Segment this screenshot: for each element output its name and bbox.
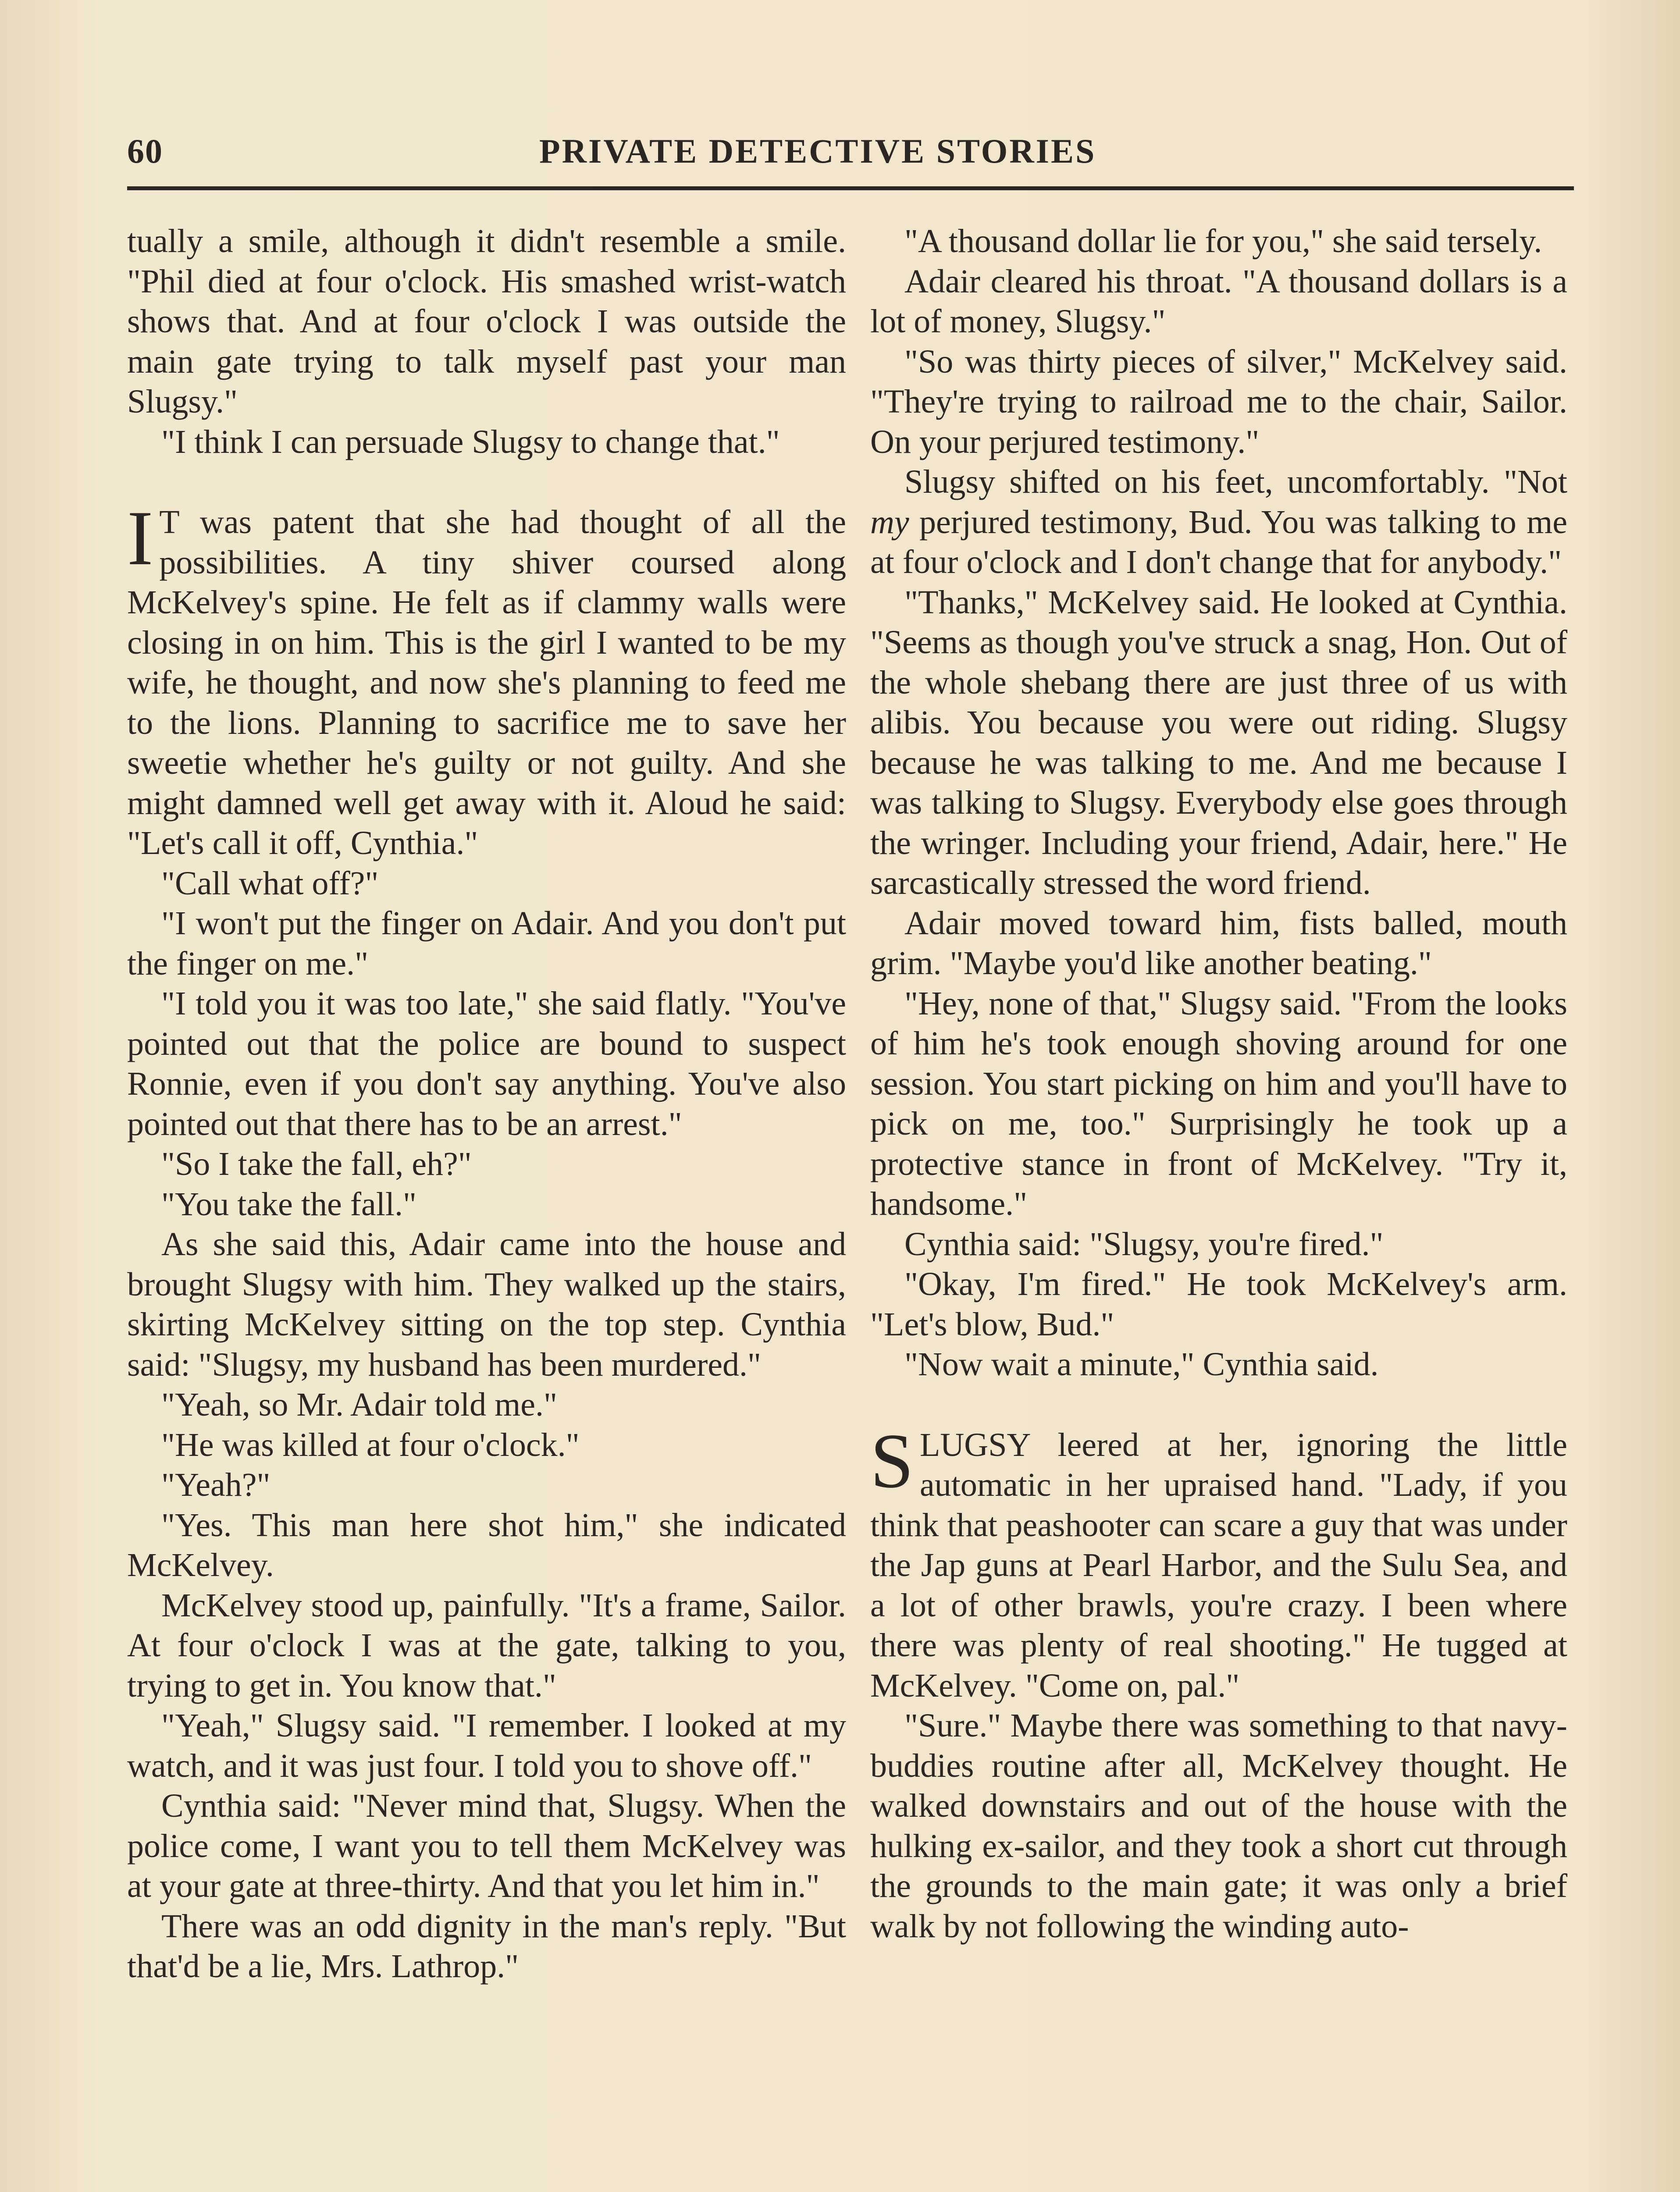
- emphasis-text: my: [870, 503, 909, 541]
- paragraph: "I won't put the finger on Adair. And you don't put the finger on me.": [127, 905, 846, 982]
- running-head-title: PRIVATE DETECTIVE STORIES: [539, 132, 1096, 170]
- paragraph: As she said this, Adair came into the house and brought Slugsy with him. They walked up the stairs, skirting McKelvey sitting on the top step. Cynthia said: "Slugsy, my husband has been murdered.": [127, 1226, 846, 1383]
- paragraph: tually a smile, although it didn't resemble a smile. "Phil died at four o'clock. His smashed wrist-watch shows that. And at four o'clock I was outside the main gate trying to talk myself past your man Slugsy.": [127, 223, 846, 420]
- paragraph: Cynthia said: "Slugsy, you're fired.": [904, 1225, 1384, 1263]
- paragraph: Cynthia said: "Never mind that, Slugsy. When the police come, I want you to tell them McKelvey was at your gate at three-thirty. And that you let him in.": [127, 1787, 846, 1904]
- page-number: 60: [127, 132, 163, 170]
- drop-cap: I: [127, 495, 153, 581]
- paragraph: "So I take the fall, eh?": [161, 1146, 472, 1182]
- paragraph: "Yes. This man here shot him," she indicated McKelvey.: [127, 1506, 846, 1584]
- section-paragraph: [127, 495, 846, 864]
- paragraph-text: LUGSY leered at her, ignoring the little automatic in her upraised hand. "Lady, if you think that peashooter can scare a guy that was under the Jap guns at Pearl Harbor, and the Sulu Sea, and a lot of other brawls, you're crazy. I been where there was plenty of real shooting." He tugged at McKelvey. "Come on, pal.": [870, 1426, 1567, 1704]
- paragraph-text: Slugsy shifted on his feet, uncomfortably. "Not: [904, 463, 1567, 500]
- paragraph: "Call what off?": [161, 865, 379, 902]
- paragraph: "He was killed at four o'clock.": [161, 1426, 580, 1463]
- paragraph: Adair cleared his throat. "A thousand dollars is a lot of money, Slugsy.": [870, 263, 1567, 340]
- paragraph: "You take the fall.": [161, 1185, 417, 1223]
- paragraph: "Thanks," McKelvey said. He looked at Cynthia. "Seems as though you've struck a snag, Hon. Out of the whole shebang there are just three of us with alibis. You because you were out riding. Slugsy because he was talking to me. And me because I was talking to Slugsy. Everybody else goes through the wringer. Including your friend, Adair, here." He sarcastically stressed the word friend.: [870, 584, 1567, 901]
- paragraph: [870, 462, 1567, 583]
- left-column: [127, 221, 846, 1987]
- paragraph: "I told you it was too late," she said flatly. "You've pointed out that the police are bound to suspect Ronnie, even if you don't say anything. You've also pointed out that there has to be an arrest.": [127, 985, 846, 1142]
- section-paragraph: [870, 1417, 1567, 1706]
- paragraph: Adair moved toward him, fists balled, mouth grim. "Maybe you'd like another beating.": [870, 904, 1567, 982]
- paragraph: "Sure." Maybe there was something to that navy-buddies routine after all, McKelvey thought. He walked downstairs and out of the house with the hulking ex-sailor, and they took a short cut through the grounds to the main gate; it was only a brief walk by not following the winding auto-: [870, 1707, 1567, 1945]
- page-header: [127, 127, 1570, 184]
- drop-cap: S: [870, 1417, 914, 1504]
- paragraph: "Okay, I'm fired." He took McKelvey's arm. "Let's blow, Bud.": [870, 1266, 1567, 1343]
- paragraph: There was an odd dignity in the man's reply. "But that'd be a lie, Mrs. Lathrop.": [127, 1907, 846, 1985]
- paragraph-text: perjured testimony, Bud. You was talking to me at four o'clock and I don't change that for anybody.": [870, 503, 1567, 580]
- paragraph: "Yeah?": [161, 1466, 271, 1503]
- paragraph: "A thousand dollar lie for you," she said tersely.: [904, 223, 1542, 260]
- paragraph: "Now wait a minute," Cynthia said.: [904, 1346, 1379, 1383]
- paragraph: "I think I can persuade Slugsy to change that.": [161, 423, 780, 460]
- paragraph: "Yeah, so Mr. Adair told me.": [161, 1386, 557, 1423]
- paragraph: "So was thirty pieces of silver," McKelvey said. "They're trying to railroad me to the chair, Sailor. On your perjured testimony.": [870, 343, 1567, 460]
- paragraph: "Yeah," Slugsy said. "I remember. I looked at my watch, and it was just four. I told you to shove off.": [127, 1707, 846, 1784]
- right-column: [870, 221, 1567, 1946]
- paragraph: McKelvey stood up, painfully. "It's a frame, Sailor. At four o'clock I was at the gate, talking to you, trying to get in. You know that.": [127, 1587, 846, 1704]
- header-rule: [127, 186, 1574, 190]
- paragraph: "Hey, none of that," Slugsy said. "From the looks of him he's took enough shoving around for one session. You start picking on him and you'll have to pick on me, too." Surprisingly he took up a protective stance in front of McKelvey. "Try it, handsome.": [870, 985, 1567, 1222]
- paragraph-text: T was patent that she had thought of all the possibilities. A tiny shiver coursed along McKelvey's spine. He felt as if clammy walls were closing in on him. This is the girl I wanted to be my wife, he thought, and now she's planning to feed me to the lions. Planning to sacrifice me to save her sweetie whether he's guilty or not guilty. And she might damned well get away with it. Aloud he said: "Let's call it off, Cynthia.": [127, 504, 846, 861]
